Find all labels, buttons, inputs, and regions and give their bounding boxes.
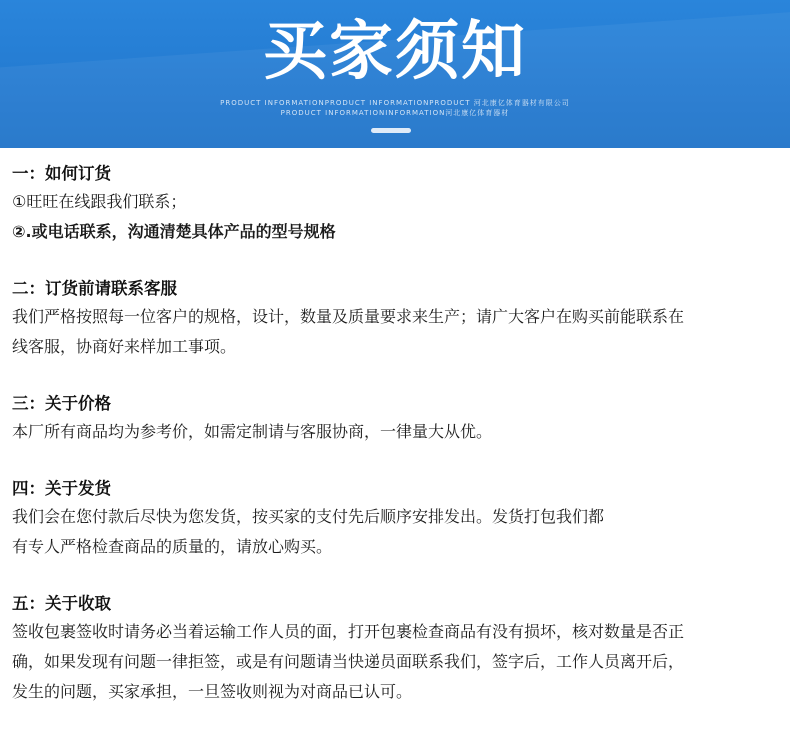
section-line: 发生的问题，买家承担，一旦签收则视为对商品已认可。: [12, 682, 413, 701]
section-line: 有专人严格检查商品的质量的，请放心购买。: [12, 537, 333, 556]
banner-subtitle-line-2: PRODUCT INFORMATIONINFORMATION河北康亿体育器材: [280, 109, 510, 117]
section-how-to-order: [12, 160, 782, 247]
section-line: ①旺旺在线跟我们联系；: [12, 192, 187, 211]
section-heading: 一：如何订货: [12, 164, 111, 183]
header-banner: [0, 0, 790, 148]
banner-subtitle-line-1: PRODUCT INFORMATIONPRODUCT INFORMATIONPRODUCT 河北康亿体育器材有限公司: [220, 99, 570, 107]
section-heading: 四：关于发货: [12, 479, 111, 498]
notice-content: [12, 160, 782, 735]
section-line: 本厂所有商品均为参考价，如需定制请与客服协商，一律量大从优。: [12, 422, 493, 441]
section-heading: 五：关于收取: [12, 594, 111, 613]
section-about-shipping: [12, 475, 782, 562]
section-line: 我们严格按照每一位客户的规格，设计，数量及质量要求来生产；请广大客户在购买前能联系在: [12, 307, 685, 326]
banner-decorative-pill: [371, 128, 411, 133]
section-line: 我们会在您付款后尽快为您发货，按买家的支付先后顺序安排发出。发货打包我们都: [12, 507, 605, 526]
banner-title: 买家须知: [263, 15, 527, 89]
section-heading: 二：订货前请联系客服: [12, 279, 177, 298]
section-line: 线客服，协商好来样加工事项。: [12, 337, 237, 356]
section-about-price: [12, 390, 782, 447]
section-line: 确，如果发现有问题一律拒签，或是有问题请当快递员面联系我们，签字后，工作人员离开后，: [12, 652, 685, 671]
section-line: 签收包裹签收时请务必当着运输工作人员的面，打开包裹检查商品有没有损坏，核对数量是否正: [12, 622, 685, 641]
section-contact-before-order: [12, 275, 782, 362]
section-about-receiving: [12, 590, 782, 707]
section-heading: 三：关于价格: [12, 394, 111, 413]
section-line: ②.或电话联系，沟通清楚具体产品的型号规格: [12, 222, 336, 241]
